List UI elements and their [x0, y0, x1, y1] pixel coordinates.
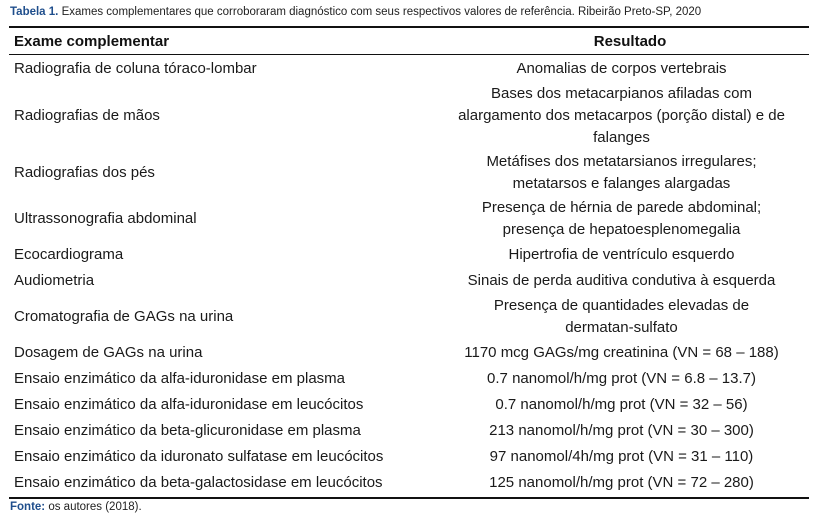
result-line: falanges	[593, 129, 650, 146]
result-line: metatarsos e falanges alargadas	[512, 175, 731, 192]
result-line: presença de hepatoesplenomegalia	[502, 221, 741, 238]
result-cell	[434, 472, 809, 494]
exam-cell: Radiografias de mãos	[14, 107, 160, 124]
result-cell	[434, 83, 809, 149]
table-body	[9, 56, 809, 496]
result-line: Anomalias de corpos vertebrais	[516, 60, 727, 77]
result-line: Metáfises dos metatarsianos irregulares;	[486, 153, 757, 170]
table-source-label: Fonte:	[10, 501, 46, 513]
result-cell	[434, 342, 809, 364]
result-line: Hipertrofia de ventrículo esquerdo	[508, 246, 735, 263]
table-header-rule	[9, 54, 809, 55]
result-cell	[434, 420, 809, 442]
result-line: Sinais de perda auditiva condutiva à esquerda	[467, 272, 776, 289]
exam-cell: Ultrassonografia abdominal	[14, 210, 197, 227]
result-line: Presença de quantidades elevadas de	[493, 297, 750, 314]
result-cell	[434, 394, 809, 416]
table-row	[9, 366, 809, 392]
exam-cell: Cromatografia de GAGs na urina	[14, 308, 234, 325]
result-line: 213 nanomol/h/mg prot (VN = 30 – 300)	[489, 422, 754, 439]
exam-cell: Audiometria	[14, 272, 95, 289]
exam-cell: Radiografias dos pés	[14, 164, 155, 181]
table-caption	[10, 4, 810, 20]
table-source-text: os autores (2018).	[45, 501, 142, 513]
result-line: 97 nanomol/4h/mg prot (VN = 31 – 110)	[489, 448, 754, 465]
result-cell	[434, 58, 809, 80]
exam-cell: Ensaio enzimático da alfa-iduronidase em leucócitos	[14, 396, 364, 413]
exam-cell: Ensaio enzimático da beta-galactosidase em leucócitos	[14, 474, 383, 491]
table-top-rule	[9, 26, 809, 28]
exam-cell: Ensaio enzimático da alfa-iduronidase em plasma	[14, 370, 346, 387]
table-caption-label: Tabela 1.	[10, 6, 59, 18]
table-source	[10, 499, 142, 515]
result-cell	[434, 197, 809, 241]
column-header-exam: Exame complementar	[14, 33, 170, 50]
table-row	[9, 294, 809, 340]
exam-cell: Ensaio enzimático da beta-glicuronidase em plasma	[14, 422, 361, 439]
result-line: 0.7 nanomol/h/mg prot (VN = 32 – 56)	[495, 396, 748, 413]
result-cell	[434, 295, 809, 339]
exam-cell: Radiografia de coluna tóraco-lombar	[14, 60, 257, 77]
table-row	[9, 150, 809, 196]
table-row	[9, 56, 809, 82]
table-row	[9, 196, 809, 242]
table-row	[9, 82, 809, 150]
result-line: Bases dos metacarpianos afiladas com	[491, 85, 752, 102]
result-cell	[434, 151, 809, 195]
result-line: 125 nanomol/h/mg prot (VN = 72 – 280)	[489, 474, 754, 491]
result-line: 0.7 nanomol/h/mg prot (VN = 6.8 – 13.7)	[487, 370, 756, 387]
table-caption-text: Exames complementares que corroboraram diagnóstico com seus respectivos valores de referência. Ribeirão Preto-SP, 2020	[58, 6, 702, 18]
table-row	[9, 444, 809, 470]
exam-cell: Dosagem de GAGs na urina	[14, 344, 203, 361]
result-cell	[434, 244, 809, 266]
table-row	[9, 242, 809, 268]
result-line: dermatan-sulfato	[565, 319, 678, 336]
result-cell	[434, 446, 809, 468]
table-row	[9, 418, 809, 444]
result-cell	[434, 368, 809, 390]
table-row	[9, 392, 809, 418]
column-header-result: Resultado	[593, 33, 667, 50]
table-row	[9, 268, 809, 294]
table-row	[9, 470, 809, 496]
exam-cell: Ecocardiograma	[14, 246, 124, 263]
result-line: Presença de hérnia de parede abdominal;	[481, 199, 762, 216]
result-line: alargamento dos metacarpos (porção distal) e de	[458, 107, 785, 124]
exam-cell: Ensaio enzimático da iduronato sulfatase em leucócitos	[14, 448, 384, 465]
table-row	[9, 340, 809, 366]
result-cell	[434, 270, 809, 292]
result-line: 1170 mcg GAGs/mg creatinina (VN = 68 – 188)	[464, 344, 779, 361]
